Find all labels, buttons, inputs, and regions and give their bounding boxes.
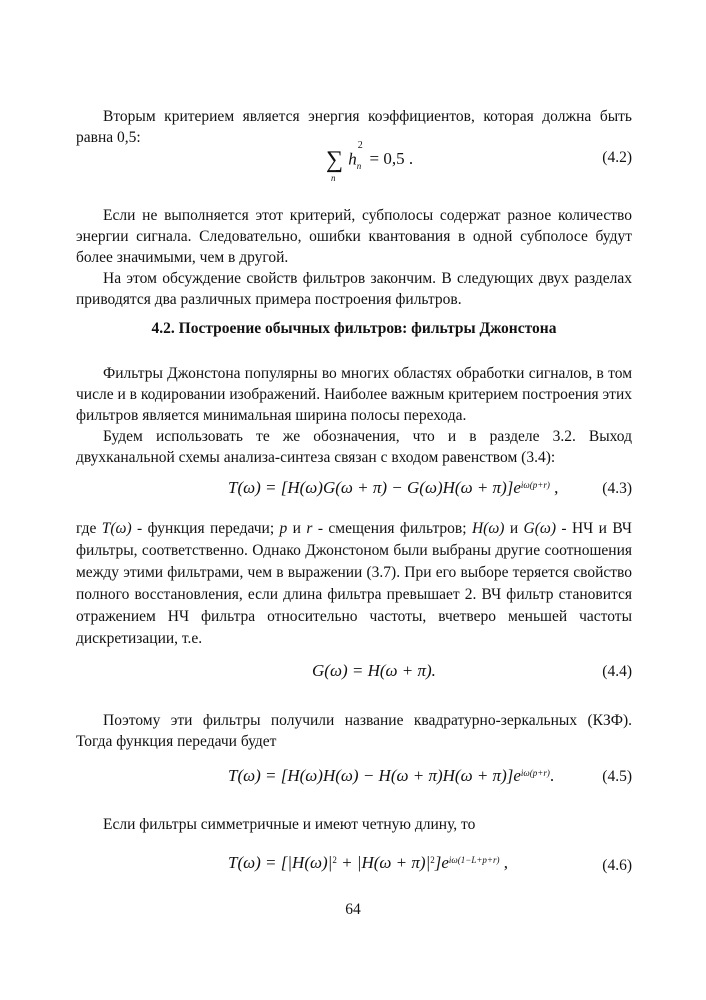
paragraph-conclusion: На этом обсуждение свойств фильтров закончим. В следующих двух разделах приводятся два различных примера построения фильтров. [76,270,632,308]
equation-number: (4.5) [602,768,632,785]
paragraph-johnston-intro: Фильтры Джонстона популярны во многих областях обработки сигналов, в том числе и в кодировании изображений. Наиболее важным критерием построения этих фильтров является минимальная ширина полосы перехода. [76,365,632,424]
page-number: 64 [345,901,361,918]
equation-number: (4.6) [602,857,632,874]
equation-4-4: G(ω) = H(ω + π). (4.4) [312,661,632,680]
equation-4-6: $T(\omega) = [|H(\omega)|^2 + |H(\omega + \pi)|^2]e^{i\omega(1-L+p+r)}$ , (4.6) [228,853,632,874]
section-heading: 4.2. Построение обычных фильтров: фильтры Джонстона [151,320,557,337]
paragraph-qmf: Поэтому эти фильтры получили название квадратурно-зеркальных (КЗФ). Тогда функция передачи будет [76,712,632,750]
equation-number: (4.4) [602,663,632,680]
equation-4-5: $T(\omega) = [H(\omega)H(\omega) - H(\omega + \pi)H(\omega + \pi)]e^{i\omega(p+r)}$. (4.5) [228,766,632,785]
paragraph-subband-energy: Если не выполняется этот критерий, субполосы содержат разное количество энергии сигнала. Следовательно, ошибки квантования в одной субполосе будут более значимыми, чем в другой. [76,207,632,266]
paragraph-notation: Будем использовать те же обозначения, что и в разделе 3.2. Выход двухканальной схемы анализа-синтеза связан с входом равенством (3.4): [76,428,632,466]
equation-number: (4.3) [602,480,632,497]
equation-4-2: ∑ n h 2 $_n$ = 0,5 . (4.2) [326,140,632,183]
equation-4-3: $T(\omega) = [H(\omega)G(\omega + \pi) - G(\omega)H(\omega + \pi)]e^{i\omega(p+r)}$ , (4.3) [228,478,632,497]
sum-symbol: ∑ [326,147,344,173]
paragraph-energy-criterion: Вторым критерием является энергия коэффициентов, которая должна быть равна 0,5: [76,108,632,146]
paragraph-transfer-function: где T(ω) - функция передачи; p и r - смещения фильтров; H(ω) и G(ω) - НЧ и ВЧ фильтры, соответственно. Однако Джонстоном были выбраны другие соотношения между этими фильтрами, чем в выражении (3.7). При его выборе теряется свойство полного восстановления, если длина фильтра превышает 2. ВЧ фильтр становится отражением НЧ фильтра относительно частоты, вчетверо меньшей частоты дискретизации, т.е. [76,520,632,647]
equation-number: (4.2) [602,149,632,166]
paragraph-symmetric-filters: Если фильтры симметричные и имеют четную длину, то [103,816,476,833]
